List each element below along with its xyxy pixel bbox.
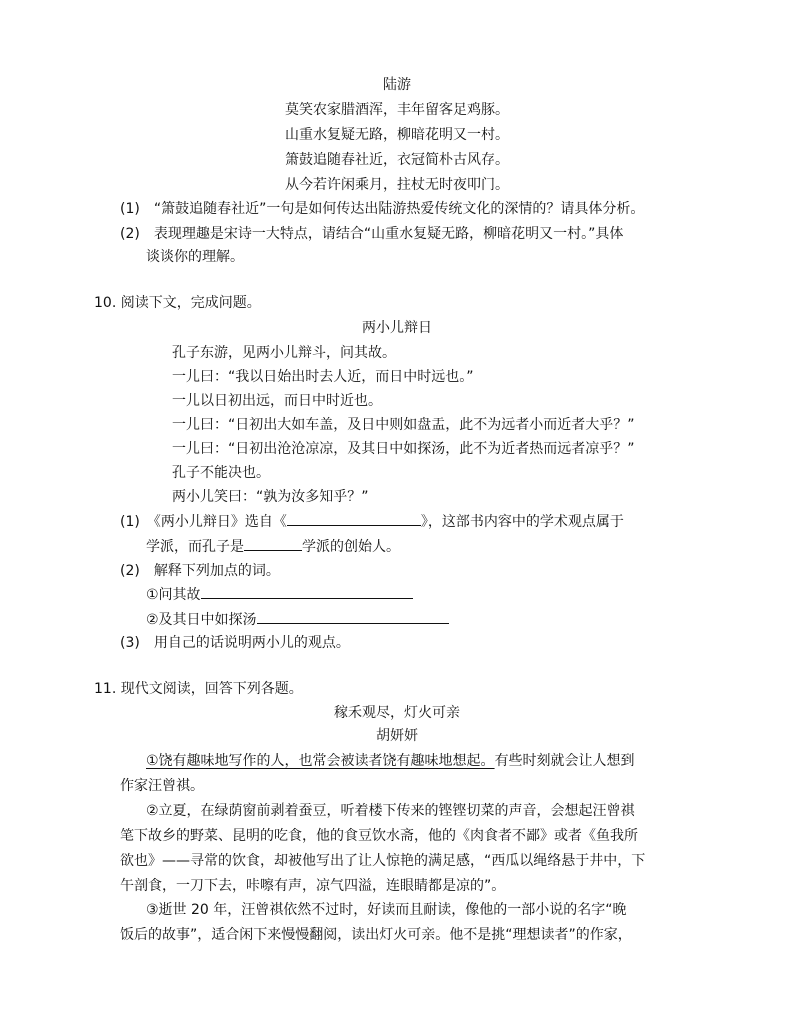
q10-passage-line: 一儿曰：“日初出沧沧凉凉，及其日中如探汤，此不为近者热而远者凉乎？” bbox=[172, 441, 635, 457]
q10-passage-line: 一儿曰：“我以日始出时去人近，而日中时远也。” bbox=[172, 369, 474, 385]
poem-line: 从今若许闲乘月，拄杖无时夜叩门。 bbox=[285, 177, 509, 193]
q10-sub2-item2 bbox=[146, 609, 449, 630]
q11-paragraph-2-line: 笔下故乡的野菜、昆明的吃食，他的食豆饮水斋，他的《肉食者不鄙》或者《鱼我所 bbox=[120, 828, 638, 844]
poem-question-1: (1) “箫鼓追随春社近”一句是如何传达出陆游热爱传统文化的深情的？请具体分析。 bbox=[120, 201, 645, 217]
poem-question-2-line1: (2) 表现理趣是宋诗一大特点，请结合“山重水复疑无路，柳暗花明又一村。”具体 bbox=[120, 226, 624, 242]
q10-sub1-line1 bbox=[120, 511, 624, 532]
poem-author: 陆游 bbox=[383, 77, 411, 93]
q10-passage-line: 两小儿笑曰：“孰为汝多知乎？” bbox=[172, 489, 369, 505]
q10-passage-line: 孔子东游，见两小儿辩斗，问其故。 bbox=[172, 345, 396, 361]
underlined-sentence: ①饶有趣味地写作的人，也常会被读者饶有趣味地想起。 bbox=[146, 753, 495, 769]
q10-sub1-text-d: 学派的创始人。 bbox=[302, 539, 400, 555]
q11-paragraph-2-line: ②立夏，在绿荫窗前剥着蚕豆，听着楼下传来的铿铿切菜的声音，会想起汪曾祺 bbox=[146, 803, 635, 819]
q11-paragraph-3-line: 饭后的故事”，适合闲下来慢慢翻阅，读出灯火可亲。他不是挑“理想读者”的作家， bbox=[120, 927, 632, 943]
q10-passage-line: 一儿以日初出远，而日中时近也。 bbox=[172, 393, 382, 409]
q11-heading: 11. 现代文阅读，回答下列各题。 bbox=[94, 681, 303, 697]
q11-title: 稼禾观尽，灯火可亲 bbox=[334, 705, 460, 721]
poem-line: 箫鼓追随春社近，衣冠简朴古风存。 bbox=[285, 152, 509, 168]
poem-question-2-line2: 谈谈你的理解。 bbox=[146, 249, 244, 265]
answer-blank-gu[interactable] bbox=[201, 584, 413, 599]
q11-paragraph-1-line1 bbox=[146, 751, 635, 771]
q10-sub2-item1-text: ①问其故 bbox=[146, 587, 201, 603]
poem-line: 莫笑农家腊酒浑，丰年留客足鸡豚。 bbox=[285, 102, 509, 118]
q11-paragraph-2-line: 欲也》——寻常的饮食，却被他写出了让人惊艳的满足感，“西瓜以绳络悬于井中，下 bbox=[120, 853, 646, 869]
q10-title: 两小儿辩日 bbox=[362, 320, 432, 336]
q11-paragraph-2-line: 午剖食，一刀下去，咔嚓有声，凉气四溢，连眼睛都是凉的”。 bbox=[120, 878, 506, 894]
q11-paragraph-1-line2: 作家汪曾祺。 bbox=[120, 778, 204, 794]
q10-sub1-line2 bbox=[146, 536, 400, 557]
q11-p1-rest: 有些时刻就会让人想到 bbox=[494, 753, 635, 769]
q10-passage-line: 孔子不能决也。 bbox=[172, 465, 270, 481]
q11-paragraph-3-line: ③逝世 20 年，汪曾祺依然不过时，好读而且耐读，像他的一部小说的名字“晚 bbox=[146, 902, 627, 918]
q10-passage-line: 一儿曰：“日初出大如车盖，及日中则如盘盂，此不为远者小而近者大乎？” bbox=[172, 417, 635, 433]
q10-heading: 10. 阅读下文，完成问题。 bbox=[94, 295, 261, 311]
poem-line: 山重水复疑无路，柳暗花明又一村。 bbox=[285, 127, 509, 143]
q10-sub1-text-b: 》，这部书内容中的学术观点属于 bbox=[420, 514, 624, 530]
q10-sub3: (3) 用自己的话说明两小儿的观点。 bbox=[120, 635, 350, 651]
answer-blank-tang[interactable] bbox=[257, 609, 449, 624]
q10-sub2-item2-text: ②及其日中如探汤 bbox=[146, 612, 257, 628]
q10-sub1-text-c: 学派，而孔子是 bbox=[146, 539, 244, 555]
q11-author: 胡妍妍 bbox=[376, 728, 418, 744]
q10-sub2-item1 bbox=[146, 584, 413, 605]
q10-sub2: (2) 解释下列加点的词。 bbox=[120, 563, 280, 579]
q10-sub1-text-a: (1) 《两小儿辩日》选自《 bbox=[120, 514, 287, 530]
answer-blank-book[interactable] bbox=[287, 511, 421, 526]
answer-blank-school[interactable] bbox=[244, 536, 302, 551]
